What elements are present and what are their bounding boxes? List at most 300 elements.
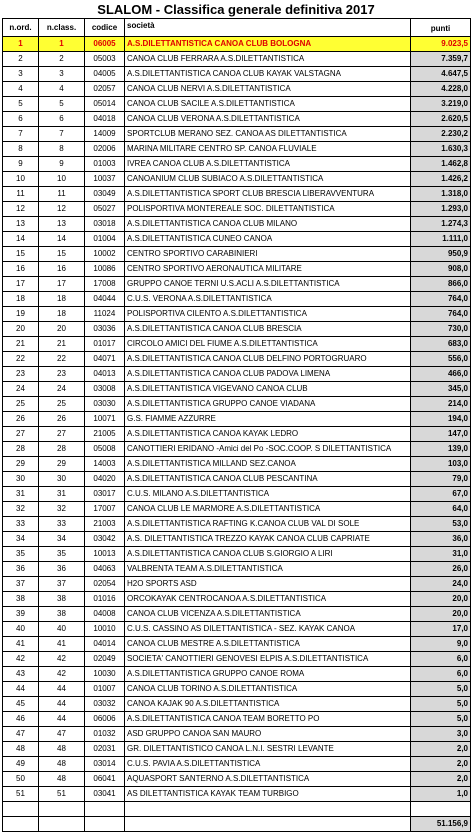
cell-societa: SOCIETA' CANOTTIERI GENOVESI ELPIS A.S.DILETTANTISTICA bbox=[125, 652, 411, 667]
cell-societa: C.U.S. CASSINO AS DILETTANTISTICA - SEZ. KAYAK CANOA bbox=[125, 622, 411, 637]
cell-punti: 1,0 bbox=[411, 787, 471, 802]
cell-codice: 05008 bbox=[85, 442, 125, 457]
table-row bbox=[3, 337, 471, 352]
cell-punti: 4.647,5 bbox=[411, 67, 471, 82]
table-row bbox=[3, 727, 471, 742]
cell-societa: G.S. FIAMME AZZURRE bbox=[125, 412, 411, 427]
cell-punti: 7.359,7 bbox=[411, 52, 471, 67]
cell-societa: A.S.DILETTANTISTICA GRUPPO CANOE VIADANA bbox=[125, 397, 411, 412]
table-row bbox=[3, 172, 471, 187]
cell-societa: CANOA CLUB VERONA A.S.DILETTANTISTICA bbox=[125, 112, 411, 127]
cell-ord: 42 bbox=[3, 652, 39, 667]
cell-societa: A.S.DILETTANTISTICA CANOA CLUB PADOVA LIMENA bbox=[125, 367, 411, 382]
cell-ord: 48 bbox=[3, 742, 39, 757]
cell-societa: A.S.DILETTANTISTICA SPORT CLUB BRESCIA LIBERAVVENTURA bbox=[125, 187, 411, 202]
cell-codice: 01016 bbox=[85, 592, 125, 607]
table-row bbox=[3, 607, 471, 622]
table-row bbox=[3, 697, 471, 712]
cell-codice: 04018 bbox=[85, 112, 125, 127]
table-row bbox=[3, 427, 471, 442]
cell-codice: 01004 bbox=[85, 232, 125, 247]
cell-classif: 40 bbox=[39, 622, 85, 637]
cell-codice: 03017 bbox=[85, 487, 125, 502]
header-row bbox=[3, 19, 471, 37]
cell-classif: 35 bbox=[39, 547, 85, 562]
cell-societa: C.U.S. MILANO A.S.DILETTANTISTICA bbox=[125, 487, 411, 502]
cell-punti: 908,0 bbox=[411, 262, 471, 277]
cell-societa: H2O SPORTS ASD bbox=[125, 577, 411, 592]
cell-punti: 683,0 bbox=[411, 337, 471, 352]
cell-societa: CANOA CLUB MESTRE A.S.DILETTANTISTICA bbox=[125, 637, 411, 652]
cell-societa: A.S.DILETTANTISTICA RAFTING K.CANOA CLUB VAL DI SOLE bbox=[125, 517, 411, 532]
cell-punti: 556,0 bbox=[411, 352, 471, 367]
cell-classif: 9 bbox=[39, 157, 85, 172]
cell-societa: CENTRO SPORTIVO AERONAUTICA MILITARE bbox=[125, 262, 411, 277]
cell-codice: 04044 bbox=[85, 292, 125, 307]
table-row bbox=[3, 592, 471, 607]
cell-codice: 03042 bbox=[85, 532, 125, 547]
cell-punti: 2,0 bbox=[411, 742, 471, 757]
cell-punti: 194,0 bbox=[411, 412, 471, 427]
table-row bbox=[3, 472, 471, 487]
cell-punti: 64,0 bbox=[411, 502, 471, 517]
cell-societa: ASD GRUPPO CANOA SAN MAURO bbox=[125, 727, 411, 742]
cell-ord: 46 bbox=[3, 712, 39, 727]
cell-ord: 40 bbox=[3, 622, 39, 637]
cell-codice: 02006 bbox=[85, 142, 125, 157]
spacer-cell bbox=[411, 802, 471, 817]
cell-punti: 2,0 bbox=[411, 757, 471, 772]
cell-codice: 03032 bbox=[85, 697, 125, 712]
cell-ord: 50 bbox=[3, 772, 39, 787]
cell-societa: CANOA CLUB TORINO A.S.DILETTANTISTICA bbox=[125, 682, 411, 697]
cell-ord: 8 bbox=[3, 142, 39, 157]
table-row bbox=[3, 277, 471, 292]
cell-punti: 3.219,0 bbox=[411, 97, 471, 112]
total-blank-cell bbox=[39, 817, 85, 832]
cell-codice: 03030 bbox=[85, 397, 125, 412]
table-row bbox=[3, 547, 471, 562]
header-ord: n.ord. bbox=[3, 19, 39, 37]
cell-societa: CANOA CLUB NERVI A.S.DILETTANTISTICA bbox=[125, 82, 411, 97]
cell-classif: 10 bbox=[39, 172, 85, 187]
cell-punti: 5,0 bbox=[411, 697, 471, 712]
cell-punti: 1.426,2 bbox=[411, 172, 471, 187]
spacer-cell bbox=[39, 802, 85, 817]
table-row bbox=[3, 562, 471, 577]
cell-societa: SPORTCLUB MERANO SEZ. CANOA AS DILETTANTISTICA bbox=[125, 127, 411, 142]
cell-classif: 20 bbox=[39, 322, 85, 337]
total-blank-cell bbox=[3, 817, 39, 832]
cell-ord: 49 bbox=[3, 757, 39, 772]
cell-codice: 10071 bbox=[85, 412, 125, 427]
cell-classif: 3 bbox=[39, 67, 85, 82]
cell-codice: 04063 bbox=[85, 562, 125, 577]
cell-societa: CANOTTIERI ERIDANO -Amici del Po -SOC.COOP. S DILETTANTISTICA bbox=[125, 442, 411, 457]
cell-societa: A.S.DILETTANTISTICA CANOA CLUB BOLOGNA bbox=[125, 37, 411, 52]
cell-societa: A.S.DILETTANTISTICA CANOA CLUB S.GIORGIO A LIRI bbox=[125, 547, 411, 562]
cell-ord: 24 bbox=[3, 382, 39, 397]
cell-codice: 10037 bbox=[85, 172, 125, 187]
cell-ord: 2 bbox=[3, 52, 39, 67]
cell-classif: 31 bbox=[39, 487, 85, 502]
cell-punti: 3,0 bbox=[411, 727, 471, 742]
cell-classif: 12 bbox=[39, 202, 85, 217]
table-row bbox=[3, 772, 471, 787]
cell-classif: 41 bbox=[39, 637, 85, 652]
cell-ord: 37 bbox=[3, 577, 39, 592]
cell-classif: 42 bbox=[39, 652, 85, 667]
cell-ord: 27 bbox=[3, 427, 39, 442]
cell-classif: 44 bbox=[39, 682, 85, 697]
cell-ord: 25 bbox=[3, 397, 39, 412]
cell-punti: 103,0 bbox=[411, 457, 471, 472]
cell-classif: 8 bbox=[39, 142, 85, 157]
table-row bbox=[3, 262, 471, 277]
total-punti: 51.156,9 bbox=[411, 817, 471, 832]
total-row bbox=[3, 817, 471, 832]
cell-ord: 21 bbox=[3, 337, 39, 352]
cell-punti: 1.111,0 bbox=[411, 232, 471, 247]
cell-codice: 03014 bbox=[85, 757, 125, 772]
cell-codice: 21005 bbox=[85, 427, 125, 442]
cell-ord: 23 bbox=[3, 367, 39, 382]
ranking-table bbox=[2, 18, 471, 832]
cell-classif: 42 bbox=[39, 667, 85, 682]
cell-societa: C.U.S. PAVIA A.S.DILETTANTISTICA bbox=[125, 757, 411, 772]
cell-societa: MARINA MILITARE CENTRO SP. CANOA FLUVIALE bbox=[125, 142, 411, 157]
cell-ord: 7 bbox=[3, 127, 39, 142]
cell-classif: 25 bbox=[39, 397, 85, 412]
cell-classif: 21 bbox=[39, 337, 85, 352]
spacer-row bbox=[3, 802, 471, 817]
table-row bbox=[3, 652, 471, 667]
cell-punti: 5,0 bbox=[411, 712, 471, 727]
table-row bbox=[3, 397, 471, 412]
cell-societa: CANOA CLUB SACILE A.S.DILETTANTISTICA bbox=[125, 97, 411, 112]
cell-societa: A.S.DILETTANTISTICA CANOA KAYAK LEDRO bbox=[125, 427, 411, 442]
cell-classif: 29 bbox=[39, 457, 85, 472]
table-row bbox=[3, 667, 471, 682]
table-row bbox=[3, 577, 471, 592]
cell-classif: 2 bbox=[39, 52, 85, 67]
cell-classif: 51 bbox=[39, 787, 85, 802]
cell-societa: CANOA CLUB VICENZA A.S.DILETTANTISTICA bbox=[125, 607, 411, 622]
cell-societa: A.S.DILETTANTISTICA MILLAND SEZ.CANOA bbox=[125, 457, 411, 472]
cell-ord: 36 bbox=[3, 562, 39, 577]
table-row bbox=[3, 442, 471, 457]
cell-punti: 4.228,0 bbox=[411, 82, 471, 97]
table-row bbox=[3, 457, 471, 472]
cell-classif: 44 bbox=[39, 712, 85, 727]
cell-punti: 2,0 bbox=[411, 772, 471, 787]
cell-classif: 14 bbox=[39, 232, 85, 247]
table-row bbox=[3, 757, 471, 772]
cell-societa: A.S.DILETTANTISTICA GRUPPO CANOE ROMA bbox=[125, 667, 411, 682]
cell-codice: 02054 bbox=[85, 577, 125, 592]
cell-punti: 345,0 bbox=[411, 382, 471, 397]
cell-codice: 02031 bbox=[85, 742, 125, 757]
cell-classif: 36 bbox=[39, 562, 85, 577]
cell-codice: 03041 bbox=[85, 787, 125, 802]
cell-codice: 02057 bbox=[85, 82, 125, 97]
cell-ord: 39 bbox=[3, 607, 39, 622]
cell-ord: 44 bbox=[3, 682, 39, 697]
table-row bbox=[3, 37, 471, 52]
cell-punti: 20,0 bbox=[411, 592, 471, 607]
cell-societa: CANOA KAJAK 90 A.S.DILETTANTISTICA bbox=[125, 697, 411, 712]
cell-punti: 31,0 bbox=[411, 547, 471, 562]
cell-codice: 14009 bbox=[85, 127, 125, 142]
cell-codice: 01003 bbox=[85, 157, 125, 172]
table-row bbox=[3, 67, 471, 82]
cell-codice: 11024 bbox=[85, 307, 125, 322]
cell-punti: 17,0 bbox=[411, 622, 471, 637]
table-row bbox=[3, 517, 471, 532]
cell-punti: 24,0 bbox=[411, 577, 471, 592]
table-row bbox=[3, 367, 471, 382]
table-row bbox=[3, 412, 471, 427]
cell-punti: 36,0 bbox=[411, 532, 471, 547]
spacer-cell bbox=[85, 802, 125, 817]
cell-ord: 16 bbox=[3, 262, 39, 277]
cell-punti: 1.462,8 bbox=[411, 157, 471, 172]
table-row bbox=[3, 622, 471, 637]
spacer-cell bbox=[3, 802, 39, 817]
cell-ord: 5 bbox=[3, 97, 39, 112]
cell-classif: 1 bbox=[39, 37, 85, 52]
cell-ord: 38 bbox=[3, 592, 39, 607]
cell-codice: 21003 bbox=[85, 517, 125, 532]
table-row bbox=[3, 202, 471, 217]
cell-societa: GR. DILETTANTISTICO CANOA L.N.I. SESTRI LEVANTE bbox=[125, 742, 411, 757]
cell-punti: 53,0 bbox=[411, 517, 471, 532]
cell-ord: 26 bbox=[3, 412, 39, 427]
cell-classif: 22 bbox=[39, 352, 85, 367]
cell-societa: CANOANIUM CLUB SUBIACO A.S.DILETTANTISTICA bbox=[125, 172, 411, 187]
cell-ord: 29 bbox=[3, 457, 39, 472]
cell-codice: 05014 bbox=[85, 97, 125, 112]
cell-punti: 6,0 bbox=[411, 652, 471, 667]
cell-codice: 10030 bbox=[85, 667, 125, 682]
cell-codice: 03008 bbox=[85, 382, 125, 397]
table-row bbox=[3, 382, 471, 397]
cell-classif: 23 bbox=[39, 367, 85, 382]
cell-punti: 67,0 bbox=[411, 487, 471, 502]
cell-ord: 43 bbox=[3, 667, 39, 682]
cell-punti: 20,0 bbox=[411, 607, 471, 622]
cell-classif: 27 bbox=[39, 427, 85, 442]
cell-ord: 35 bbox=[3, 547, 39, 562]
cell-ord: 14 bbox=[3, 232, 39, 247]
cell-classif: 32 bbox=[39, 502, 85, 517]
cell-codice: 01017 bbox=[85, 337, 125, 352]
cell-classif: 7 bbox=[39, 127, 85, 142]
cell-societa: A.S. DILETTANTISTICA TREZZO KAYAK CANOA CLUB CAPRIATE bbox=[125, 532, 411, 547]
cell-societa: A.S.DILETTANTISTICA CANOA CLUB KAYAK VALSTAGNA bbox=[125, 67, 411, 82]
cell-codice: 04013 bbox=[85, 367, 125, 382]
cell-ord: 12 bbox=[3, 202, 39, 217]
cell-classif: 15 bbox=[39, 247, 85, 262]
cell-classif: 48 bbox=[39, 742, 85, 757]
cell-codice: 03049 bbox=[85, 187, 125, 202]
cell-classif: 18 bbox=[39, 292, 85, 307]
cell-classif: 24 bbox=[39, 382, 85, 397]
cell-classif: 6 bbox=[39, 112, 85, 127]
cell-codice: 04014 bbox=[85, 637, 125, 652]
table-body bbox=[3, 37, 471, 832]
cell-punti: 1.274,3 bbox=[411, 217, 471, 232]
cell-classif: 44 bbox=[39, 697, 85, 712]
cell-ord: 28 bbox=[3, 442, 39, 457]
cell-classif: 48 bbox=[39, 772, 85, 787]
cell-classif: 13 bbox=[39, 217, 85, 232]
table-row bbox=[3, 127, 471, 142]
cell-societa: ORCOKAYAK CENTROCANOA A.S.DILETTANTISTICA bbox=[125, 592, 411, 607]
cell-punti: 950,9 bbox=[411, 247, 471, 262]
cell-societa: A.S.DILETTANTISTICA CANOA CLUB PESCANTINA bbox=[125, 472, 411, 487]
cell-codice: 05003 bbox=[85, 52, 125, 67]
cell-societa: CANOA CLUB FERRARA A.S.DILETTANTISTICA bbox=[125, 52, 411, 67]
cell-societa: GRUPPO CANOE TERNI U.S.ACLI A.S.DILETTANTISTICA bbox=[125, 277, 411, 292]
cell-ord: 11 bbox=[3, 187, 39, 202]
cell-ord: 13 bbox=[3, 217, 39, 232]
cell-codice: 10002 bbox=[85, 247, 125, 262]
cell-societa: A.S.DILETTANTISTICA CANOA CLUB DELFINO PORTOGRUARO bbox=[125, 352, 411, 367]
cell-ord: 9 bbox=[3, 157, 39, 172]
cell-punti: 1.293,0 bbox=[411, 202, 471, 217]
cell-ord: 45 bbox=[3, 697, 39, 712]
cell-societa: IVREA CANOA CLUB A.S.DILETTANTISTICA bbox=[125, 157, 411, 172]
page-title: SLALOM - Classifica generale definitiva 2017 bbox=[97, 2, 375, 17]
cell-classif: 34 bbox=[39, 532, 85, 547]
header-punti: punti bbox=[411, 19, 471, 37]
cell-ord: 1 bbox=[3, 37, 39, 52]
cell-classif: 38 bbox=[39, 592, 85, 607]
cell-ord: 30 bbox=[3, 472, 39, 487]
total-blank-cell bbox=[125, 817, 411, 832]
cell-classif: 26 bbox=[39, 412, 85, 427]
table-row bbox=[3, 187, 471, 202]
cell-classif: 18 bbox=[39, 307, 85, 322]
cell-punti: 9.023,5 bbox=[411, 37, 471, 52]
cell-ord: 33 bbox=[3, 517, 39, 532]
cell-punti: 79,0 bbox=[411, 472, 471, 487]
cell-codice: 04008 bbox=[85, 607, 125, 622]
table-row bbox=[3, 52, 471, 67]
cell-ord: 31 bbox=[3, 487, 39, 502]
table-row bbox=[3, 637, 471, 652]
cell-ord: 15 bbox=[3, 247, 39, 262]
cell-codice: 17008 bbox=[85, 277, 125, 292]
cell-ord: 18 bbox=[3, 292, 39, 307]
table-row bbox=[3, 232, 471, 247]
cell-classif: 47 bbox=[39, 727, 85, 742]
cell-classif: 30 bbox=[39, 472, 85, 487]
cell-codice: 06041 bbox=[85, 772, 125, 787]
cell-ord: 32 bbox=[3, 502, 39, 517]
spacer-cell bbox=[125, 802, 411, 817]
table-row bbox=[3, 787, 471, 802]
cell-classif: 11 bbox=[39, 187, 85, 202]
table-row bbox=[3, 322, 471, 337]
cell-punti: 466,0 bbox=[411, 367, 471, 382]
cell-ord: 3 bbox=[3, 67, 39, 82]
cell-societa: A.S.DILETTANTISTICA CUNEO CANOA bbox=[125, 232, 411, 247]
cell-societa: POLISPORTIVA MONTEREALE SOC. DILETTANTISTICA bbox=[125, 202, 411, 217]
cell-codice: 10086 bbox=[85, 262, 125, 277]
cell-classif: 48 bbox=[39, 757, 85, 772]
cell-punti: 139,0 bbox=[411, 442, 471, 457]
cell-punti: 764,0 bbox=[411, 307, 471, 322]
cell-codice: 02049 bbox=[85, 652, 125, 667]
cell-punti: 1.630,3 bbox=[411, 142, 471, 157]
cell-societa: CANOA CLUB LE MARMORE A.S.DILETTANTISTICA bbox=[125, 502, 411, 517]
table-row bbox=[3, 142, 471, 157]
header-classif: n.class. bbox=[39, 19, 85, 37]
cell-punti: 147,0 bbox=[411, 427, 471, 442]
cell-punti: 764,0 bbox=[411, 292, 471, 307]
table-row bbox=[3, 532, 471, 547]
cell-ord: 34 bbox=[3, 532, 39, 547]
cell-societa: A.S.DILETTANTISTICA CANOA CLUB MILANO bbox=[125, 217, 411, 232]
cell-codice: 06005 bbox=[85, 37, 125, 52]
cell-codice: 01032 bbox=[85, 727, 125, 742]
table-row bbox=[3, 292, 471, 307]
cell-punti: 5,0 bbox=[411, 682, 471, 697]
table-row bbox=[3, 742, 471, 757]
cell-classif: 16 bbox=[39, 262, 85, 277]
header-codice: codice bbox=[85, 19, 125, 37]
cell-punti: 6,0 bbox=[411, 667, 471, 682]
cell-codice: 05027 bbox=[85, 202, 125, 217]
cell-punti: 730,0 bbox=[411, 322, 471, 337]
cell-classif: 38 bbox=[39, 607, 85, 622]
cell-societa: A.S.DILETTANTISTICA CANOA TEAM BORETTO PO bbox=[125, 712, 411, 727]
cell-codice: 10010 bbox=[85, 622, 125, 637]
cell-punti: 26,0 bbox=[411, 562, 471, 577]
cell-punti: 9,0 bbox=[411, 637, 471, 652]
cell-societa: AQUASPORT SANTERNO A.S.DILETTANTISTICA bbox=[125, 772, 411, 787]
cell-punti: 1.318,0 bbox=[411, 187, 471, 202]
cell-ord: 19 bbox=[3, 307, 39, 322]
cell-codice: 06006 bbox=[85, 712, 125, 727]
cell-ord: 17 bbox=[3, 277, 39, 292]
cell-classif: 4 bbox=[39, 82, 85, 97]
table-row bbox=[3, 307, 471, 322]
cell-ord: 47 bbox=[3, 727, 39, 742]
cell-societa: VALBRENTA TEAM A.S.DILETTANTISTICA bbox=[125, 562, 411, 577]
cell-societa: C.U.S. VERONA A.S.DILETTANTISTICA bbox=[125, 292, 411, 307]
cell-punti: 214,0 bbox=[411, 397, 471, 412]
cell-classif: 37 bbox=[39, 577, 85, 592]
table-row bbox=[3, 157, 471, 172]
table-row bbox=[3, 112, 471, 127]
cell-classif: 5 bbox=[39, 97, 85, 112]
cell-ord: 51 bbox=[3, 787, 39, 802]
cell-punti: 2.620,5 bbox=[411, 112, 471, 127]
cell-ord: 10 bbox=[3, 172, 39, 187]
table-row bbox=[3, 502, 471, 517]
table-row bbox=[3, 82, 471, 97]
cell-codice: 10013 bbox=[85, 547, 125, 562]
cell-ord: 22 bbox=[3, 352, 39, 367]
cell-punti: 866,0 bbox=[411, 277, 471, 292]
cell-classif: 17 bbox=[39, 277, 85, 292]
cell-societa: AS DILETTANTISTICA KAYAK TEAM TURBIGO bbox=[125, 787, 411, 802]
cell-codice: 04020 bbox=[85, 472, 125, 487]
cell-societa: A.S.DILETTANTISTICA CANOA CLUB BRESCIA bbox=[125, 322, 411, 337]
